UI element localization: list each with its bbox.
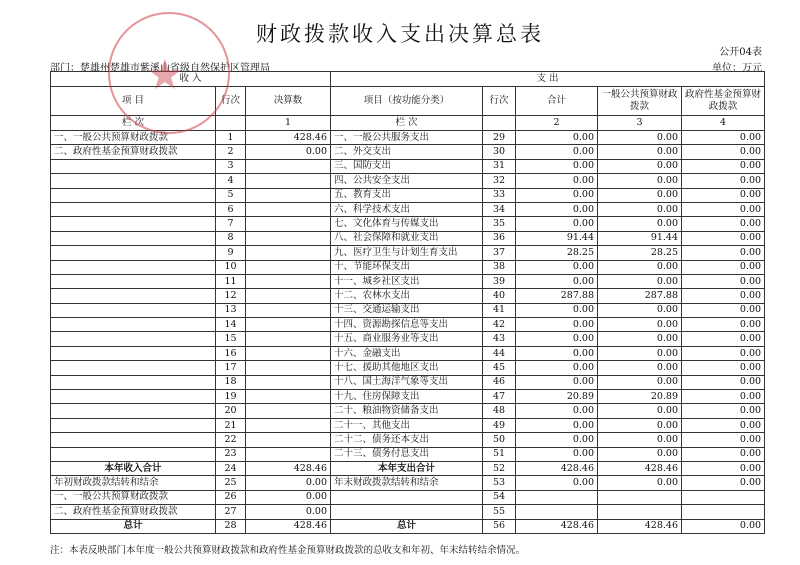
line-number: 2 <box>216 145 246 159</box>
line-number: 47 <box>483 390 516 404</box>
table-row <box>51 289 765 303</box>
table-row <box>51 490 765 504</box>
amount-cell <box>246 217 331 231</box>
amount-cell: 0.00 <box>598 274 682 288</box>
amount-cell: 0.00 <box>682 346 765 360</box>
line-number: 25 <box>216 476 246 490</box>
amount-cell: 0.00 <box>598 346 682 360</box>
line-number: 11 <box>216 274 246 288</box>
income-item <box>51 231 216 245</box>
amount-cell: 0.00 <box>598 476 682 490</box>
expense-item: 十一、城乡社区支出 <box>331 274 483 288</box>
line-number: 19 <box>216 390 246 404</box>
amount-cell: 0.00 <box>682 274 765 288</box>
amount-cell: 0.00 <box>682 332 765 346</box>
income-item <box>51 159 216 173</box>
table-row <box>51 274 765 288</box>
amount-cell: 0.00 <box>682 174 765 188</box>
income-item <box>51 174 216 188</box>
expense-item: 六、科学技术支出 <box>331 202 483 216</box>
amount-cell: 0.00 <box>516 433 598 447</box>
report-title: 财政拨款收入支出决算总表 <box>256 22 544 46</box>
line-number: 3 <box>216 159 246 173</box>
amount-cell: 0.00 <box>682 231 765 245</box>
income-item <box>51 447 216 461</box>
amount-cell: 0.00 <box>682 303 765 317</box>
table-row <box>51 505 765 519</box>
amount-cell: 0.00 <box>598 159 682 173</box>
table-row <box>51 318 765 332</box>
amount-cell: 0.00 <box>598 131 682 145</box>
line-number: 43 <box>483 332 516 346</box>
amount-cell: 0.00 <box>516 447 598 461</box>
amount-cell <box>246 274 331 288</box>
income-amount-header: 决算数 <box>246 87 331 116</box>
amount-cell: 0.00 <box>598 418 682 432</box>
income-item <box>51 202 216 216</box>
amount-cell: 0.00 <box>516 159 598 173</box>
amount-cell: 0.00 <box>516 260 598 274</box>
amount-cell: 0.00 <box>598 404 682 418</box>
line-number: 31 <box>483 159 516 173</box>
star-icon: ★ <box>146 50 184 99</box>
line-number: 48 <box>483 404 516 418</box>
line-number: 6 <box>216 202 246 216</box>
amount-cell <box>246 332 331 346</box>
amount-cell <box>246 303 331 317</box>
amount-cell: 20.89 <box>516 390 598 404</box>
carry-general-label: 一、一般公共预算财政拨款 <box>51 490 216 504</box>
amount-cell <box>246 404 331 418</box>
amount-cell <box>246 346 331 360</box>
line-number: 45 <box>483 361 516 375</box>
line-number: 56 <box>483 519 516 533</box>
amount-cell: 428.46 <box>598 519 682 533</box>
amount-cell: 0.00 <box>682 318 765 332</box>
table-row <box>51 447 765 461</box>
amount-cell <box>246 447 331 461</box>
line-number: 55 <box>483 505 516 519</box>
line-number: 42 <box>483 318 516 332</box>
line-number: 15 <box>216 332 246 346</box>
line-number: 17 <box>216 361 246 375</box>
expense-line-header: 行次 <box>483 87 516 116</box>
amount-cell <box>246 361 331 375</box>
income-item: 一、一般公共预算财政拨款 <box>51 131 216 145</box>
amount-cell: 0.00 <box>516 404 598 418</box>
expense-item: 九、医疗卫生与计划生育支出 <box>331 246 483 260</box>
amount-cell: 0.00 <box>682 289 765 303</box>
line-number: 50 <box>483 433 516 447</box>
line-number: 40 <box>483 289 516 303</box>
income-header: 收 入 <box>51 72 331 87</box>
income-item: 二、政府性基金预算财政拨款 <box>51 145 216 159</box>
expense-item: 二十三、债务付息支出 <box>331 447 483 461</box>
amount-cell: 0.00 <box>682 390 765 404</box>
line-number: 38 <box>483 260 516 274</box>
table-row <box>51 461 765 475</box>
form-code: 公开04表 <box>719 47 762 58</box>
line-number: 34 <box>483 202 516 216</box>
amount-cell: 0.00 <box>516 188 598 202</box>
line-number: 21 <box>216 418 246 432</box>
amount-cell: 0.00 <box>516 174 598 188</box>
expense-item: 十四、资源勘探信息等支出 <box>331 318 483 332</box>
line-number: 44 <box>483 346 516 360</box>
line-number: 26 <box>216 490 246 504</box>
expense-item: 七、文化体育与传媒支出 <box>331 217 483 231</box>
table-row <box>51 174 765 188</box>
amount-cell: 0.00 <box>516 361 598 375</box>
expense-item: 二十、粮油物资储备支出 <box>331 404 483 418</box>
expense-item: 八、社会保障和就业支出 <box>331 231 483 245</box>
amount-cell: 0.00 <box>598 303 682 317</box>
amount-cell: 428.46 <box>516 461 598 475</box>
expense-item: 十、节能环保支出 <box>331 260 483 274</box>
amount-cell: 0.00 <box>516 476 598 490</box>
expense-item: 十六、金融支出 <box>331 346 483 360</box>
line-number: 23 <box>216 447 246 461</box>
line-number: 18 <box>216 375 246 389</box>
line-number: 22 <box>216 433 246 447</box>
income-line-header: 行次 <box>216 87 246 116</box>
table-row <box>51 519 765 533</box>
amount-cell: 0.00 <box>598 361 682 375</box>
amount-cell: 91.44 <box>598 231 682 245</box>
line-number: 39 <box>483 274 516 288</box>
amount-cell: 0.00 <box>682 404 765 418</box>
column-number-3: 3 <box>598 116 682 131</box>
line-number: 9 <box>216 246 246 260</box>
table-row <box>51 217 765 231</box>
amount-cell: 0.00 <box>682 188 765 202</box>
table-row <box>51 361 765 375</box>
table-row <box>51 159 765 173</box>
line-number: 53 <box>483 476 516 490</box>
income-item <box>51 390 216 404</box>
amount-cell: 0.00 <box>516 332 598 346</box>
amount-cell <box>246 202 331 216</box>
line-number: 33 <box>483 188 516 202</box>
expense-item: 十七、援助其他地区支出 <box>331 361 483 375</box>
income-total-label: 本年收入合计 <box>51 461 216 475</box>
amount-cell: 0.00 <box>682 202 765 216</box>
line-number: 12 <box>216 289 246 303</box>
amount-cell: 0.00 <box>516 318 598 332</box>
amount-cell: 0.00 <box>598 375 682 389</box>
line-number: 4 <box>216 174 246 188</box>
line-number: 14 <box>216 318 246 332</box>
expense-item-header: 项目（按功能分类） <box>331 87 483 116</box>
line-number: 36 <box>483 231 516 245</box>
column-number-4: 4 <box>682 116 765 131</box>
line-number: 7 <box>216 217 246 231</box>
gov-fund-header: 政府性基金预算财政拨款 <box>682 87 765 116</box>
amount-cell: 0.00 <box>598 318 682 332</box>
table-row <box>51 188 765 202</box>
line-number: 13 <box>216 303 246 317</box>
amount-cell: 28.25 <box>516 246 598 260</box>
amount-cell: 0.00 <box>598 433 682 447</box>
amount-cell: 0.00 <box>598 260 682 274</box>
expense-total-label: 本年支出合计 <box>331 461 483 475</box>
general-budget-header: 一般公共预算财政拨款 <box>598 87 682 116</box>
amount-cell: 0.00 <box>682 447 765 461</box>
table-row <box>51 332 765 346</box>
amount-cell: 0.00 <box>682 476 765 490</box>
amount-cell: 287.88 <box>598 289 682 303</box>
amount-cell: 428.46 <box>246 519 331 533</box>
line-number: 24 <box>216 461 246 475</box>
line-number: 32 <box>483 174 516 188</box>
amount-cell: 0.00 <box>598 145 682 159</box>
amount-cell: 0.00 <box>682 361 765 375</box>
amount-cell <box>246 174 331 188</box>
amount-cell <box>246 390 331 404</box>
line-number: 41 <box>483 303 516 317</box>
expense-item: 五、教育支出 <box>331 188 483 202</box>
income-item <box>51 375 216 389</box>
amount-cell: 0.00 <box>516 145 598 159</box>
table-row <box>51 131 765 145</box>
income-item <box>51 217 216 231</box>
income-item <box>51 361 216 375</box>
expense-item: 一、一般公共服务支出 <box>331 131 483 145</box>
grand-total-label: 总计 <box>51 519 216 533</box>
table-row <box>51 433 765 447</box>
amount-cell: 0.00 <box>516 418 598 432</box>
amount-cell: 0.00 <box>682 159 765 173</box>
line-number: 20 <box>216 404 246 418</box>
table-row <box>51 246 765 260</box>
line-number: 30 <box>483 145 516 159</box>
amount-cell <box>246 418 331 432</box>
income-item <box>51 346 216 360</box>
carry-in-label: 年初财政拨款结转和结余 <box>51 476 216 490</box>
income-item <box>51 404 216 418</box>
amount-cell: 0.00 <box>682 131 765 145</box>
amount-cell: 287.88 <box>516 289 598 303</box>
amount-cell: 0.00 <box>682 246 765 260</box>
line-number: 27 <box>216 505 246 519</box>
line-number: 29 <box>483 131 516 145</box>
table-row <box>51 303 765 317</box>
table-row <box>51 231 765 245</box>
amount-cell: 0.00 <box>682 375 765 389</box>
amount-cell: 428.46 <box>598 461 682 475</box>
amount-cell: 0.00 <box>682 433 765 447</box>
line-number: 16 <box>216 346 246 360</box>
column-label-income: 栏 次 <box>51 116 216 131</box>
line-number: 8 <box>216 231 246 245</box>
amount-cell <box>246 231 331 245</box>
amount-cell: 0.00 <box>682 461 765 475</box>
table-row <box>51 202 765 216</box>
amount-cell <box>246 159 331 173</box>
table-row <box>51 260 765 274</box>
income-item <box>51 318 216 332</box>
line-number: 37 <box>483 246 516 260</box>
amount-cell <box>246 375 331 389</box>
income-item-header: 项 目 <box>51 87 216 116</box>
income-item <box>51 332 216 346</box>
expense-item: 十五、商业服务业等支出 <box>331 332 483 346</box>
amount-cell: 0.00 <box>246 505 331 519</box>
department-label: 部门：楚雄州楚雄市紫溪山省级自然保护区管理局 <box>50 63 270 74</box>
column-number-1: 1 <box>246 116 331 131</box>
income-item <box>51 289 216 303</box>
amount-cell: 428.46 <box>246 461 331 475</box>
line-number: 28 <box>216 519 246 533</box>
expense-item: 十三、交通运输支出 <box>331 303 483 317</box>
line-number: 1 <box>216 131 246 145</box>
line-number: 10 <box>216 260 246 274</box>
amount-cell: 28.25 <box>598 246 682 260</box>
amount-cell: 0.00 <box>516 217 598 231</box>
table-row <box>51 476 765 490</box>
amount-cell: 0.00 <box>246 490 331 504</box>
expense-item: 二十一、其他支出 <box>331 418 483 432</box>
table-row <box>51 418 765 432</box>
financial-summary-table <box>50 71 765 534</box>
grand-total-label: 总计 <box>331 519 483 533</box>
table-row <box>51 145 765 159</box>
amount-cell: 0.00 <box>598 332 682 346</box>
table-row <box>51 390 765 404</box>
amount-cell: 0.00 <box>598 217 682 231</box>
expense-item: 三、国防支出 <box>331 159 483 173</box>
expense-total-header: 合计 <box>516 87 598 116</box>
amount-cell: 0.00 <box>598 188 682 202</box>
amount-cell: 0.00 <box>682 260 765 274</box>
expense-item: 十八、国土海洋气象等支出 <box>331 375 483 389</box>
amount-cell: 0.00 <box>516 346 598 360</box>
income-item <box>51 433 216 447</box>
expense-item: 十九、住房保障支出 <box>331 390 483 404</box>
income-item <box>51 303 216 317</box>
column-label-expense: 栏 次 <box>331 116 483 131</box>
expense-item: 四、公共安全支出 <box>331 174 483 188</box>
amount-cell <box>246 260 331 274</box>
line-number: 49 <box>483 418 516 432</box>
amount-cell: 0.00 <box>516 303 598 317</box>
carry-fund-label: 二、政府性基金预算财政拨款 <box>51 505 216 519</box>
amount-cell: 0.00 <box>682 418 765 432</box>
amount-cell: 20.89 <box>598 390 682 404</box>
amount-cell: 0.00 <box>598 202 682 216</box>
line-number: 46 <box>483 375 516 389</box>
footnote: 注：本表反映部门本年度一般公共预算财政拨款和政府性基金预算财政拨款的总收支和年初、年末结转结余情况。 <box>50 545 526 556</box>
income-item <box>51 246 216 260</box>
expense-item: 十二、农林水支出 <box>331 289 483 303</box>
amount-cell <box>246 246 331 260</box>
line-number: 5 <box>216 188 246 202</box>
amount-cell: 91.44 <box>516 231 598 245</box>
amount-cell: 0.00 <box>516 274 598 288</box>
line-number: 35 <box>483 217 516 231</box>
line-number: 52 <box>483 461 516 475</box>
column-number-2: 2 <box>516 116 598 131</box>
amount-cell: 0.00 <box>246 145 331 159</box>
amount-cell: 0.00 <box>516 202 598 216</box>
income-item <box>51 418 216 432</box>
table-row <box>51 346 765 360</box>
amount-cell: 0.00 <box>682 519 765 533</box>
amount-cell <box>246 289 331 303</box>
amount-cell: 0.00 <box>246 476 331 490</box>
amount-cell: 428.46 <box>516 519 598 533</box>
amount-cell <box>246 188 331 202</box>
amount-cell: 0.00 <box>516 375 598 389</box>
amount-cell: 0.00 <box>682 217 765 231</box>
amount-cell: 0.00 <box>598 447 682 461</box>
amount-cell <box>246 318 331 332</box>
income-item <box>51 260 216 274</box>
income-item <box>51 274 216 288</box>
table-row <box>51 404 765 418</box>
line-number: 54 <box>483 490 516 504</box>
amount-cell: 0.00 <box>598 174 682 188</box>
amount-cell: 428.46 <box>246 131 331 145</box>
amount-cell <box>246 433 331 447</box>
income-item <box>51 188 216 202</box>
unit-label: 单位：万元 <box>712 63 762 74</box>
table-row <box>51 375 765 389</box>
line-number: 51 <box>483 447 516 461</box>
expense-item: 二、外交支出 <box>331 145 483 159</box>
amount-cell: 0.00 <box>516 131 598 145</box>
amount-cell: 0.00 <box>682 145 765 159</box>
carry-out-label: 年末财政拨款结转和结余 <box>331 476 483 490</box>
expense-header: 支 出 <box>331 72 765 87</box>
expense-item: 二十二、债务还本支出 <box>331 433 483 447</box>
